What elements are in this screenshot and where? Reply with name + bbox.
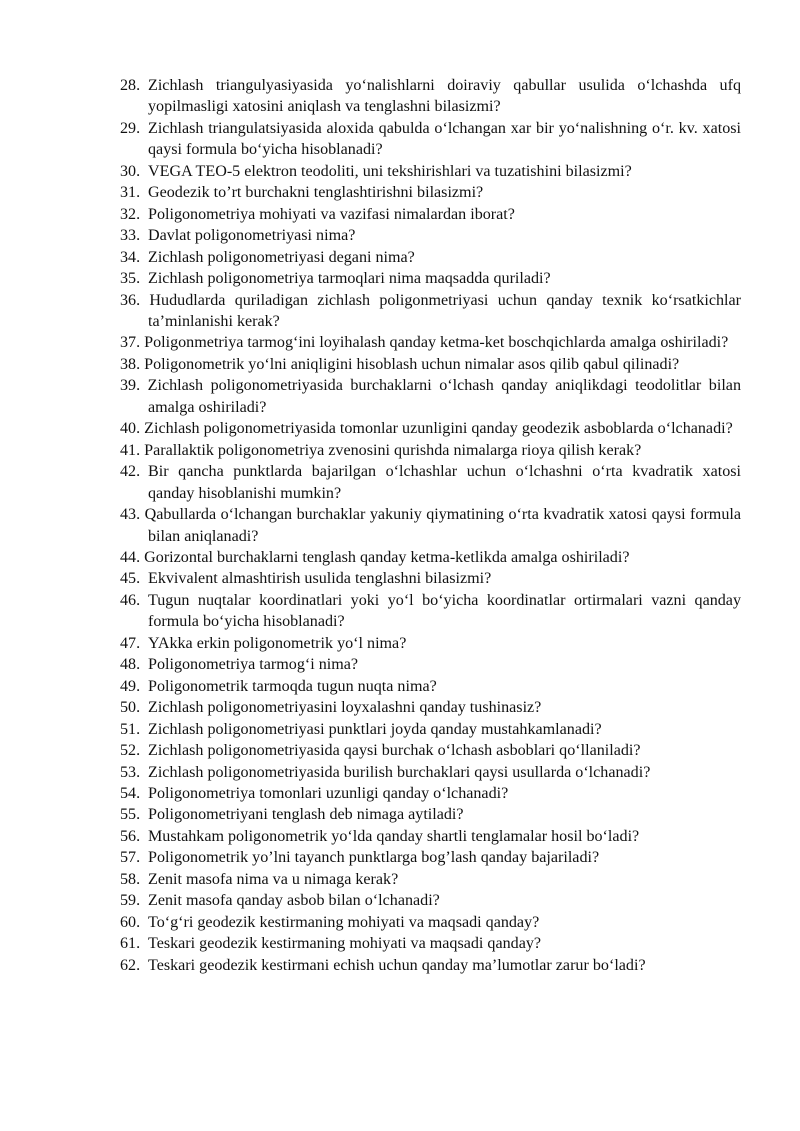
- question-item: [120, 740, 741, 761]
- question-text: Teskari geodezik kestirmani echish uchun qanday ma’lumotlar zarur bo‘ladi?: [148, 956, 646, 974]
- question-item: [120, 633, 741, 654]
- question-item: [120, 247, 741, 268]
- question-text: Poligonometrik tarmoqda tugun nuqta nima?: [148, 677, 437, 695]
- question-number: 55.: [120, 806, 141, 824]
- question-text: Qabullarda o‘lchangan burchaklar yakuniy qiymatining o‘rta kvadratik xatosi qaysi formula bilan aniqlanadi?: [140, 506, 741, 545]
- question-text: Zichlash poligonometriyasida tomonlar uzunligini qanday geodezik asboblarda o‘lchanadi?: [140, 420, 733, 438]
- question-item: [120, 933, 741, 954]
- question-number: 62.: [120, 956, 141, 974]
- question-item: [120, 804, 741, 825]
- question-item: [120, 290, 741, 333]
- question-item: [120, 354, 741, 375]
- question-text: Poligonometriya tomonlari uzunligi qanday o‘lchanadi?: [148, 784, 509, 802]
- question-item: [120, 118, 741, 161]
- question-item: [120, 762, 741, 783]
- question-number: 51.: [120, 720, 141, 738]
- question-number: 30.: [120, 162, 141, 180]
- question-number: 34.: [120, 248, 141, 266]
- question-item: [120, 912, 741, 933]
- question-item: [120, 504, 741, 547]
- question-number: 29.: [120, 119, 141, 137]
- question-item: [120, 225, 741, 246]
- question-text: Hududlarda quriladigan zichlash poligonmetriyasi uchun qanday texnik ko‘rsatkichlar ta’minlanishi kerak?: [140, 291, 741, 330]
- question-number: 41.: [120, 441, 141, 459]
- question-text: Teskari geodezik kestirmaning mohiyati va maqsadi qanday?: [148, 935, 542, 953]
- question-item: [120, 890, 741, 911]
- question-number: 60.: [120, 913, 141, 931]
- question-item: [120, 568, 741, 589]
- question-text: Mustahkam poligonometrik yo‘lda qanday shartli tenglamalar hosil bo‘ladi?: [148, 827, 640, 845]
- question-text: Poligonometrik yo’lni tayanch punktlarga bog’lash qanday bajariladi?: [148, 849, 600, 867]
- question-number: 33.: [120, 227, 141, 245]
- question-text: Zichlash triangulatsiyasida aloxida qabulda o‘lchangan xar bir yo‘nalishning o‘r. kv. xatosi qaysi formula bo‘yicha hisoblanadi?: [148, 119, 741, 159]
- question-list: [120, 75, 741, 976]
- question-number: 44.: [120, 548, 141, 566]
- question-text: Parallaktik poligonometriya zvenosini qurishda nimalarga rioya qilish kerak?: [140, 441, 642, 459]
- question-text: Zichlash poligonometriyasi punktlari joyda qanday mustahkamlanadi?: [148, 720, 602, 738]
- question-number: 49.: [120, 677, 141, 695]
- question-text: Poligonometriya tarmog‘i nima?: [148, 656, 359, 674]
- question-text: Poligonometriyani tenglash deb nimaga aytiladi?: [148, 806, 464, 824]
- question-item: [120, 955, 741, 976]
- question-item: [120, 697, 741, 718]
- question-item: [120, 268, 741, 289]
- question-number: 31.: [120, 184, 141, 202]
- question-number: 61.: [120, 935, 141, 953]
- question-number: 59.: [120, 892, 141, 910]
- question-number: 58.: [120, 870, 141, 888]
- question-item: [120, 547, 741, 568]
- question-text: To‘g‘ri geodezik kestirmaning mohiyati va maqsadi qanday?: [148, 913, 540, 931]
- question-text: VEGA TEO-5 elektron teodoliti, uni tekshirishlari va tuzatishini bilasizmi?: [148, 162, 632, 180]
- question-text: Tugun nuqtalar koordinatlari yoki yo‘l bo‘yicha koordinatlar ortirmalari vazni qanday formula bo‘yicha hisoblanadi?: [148, 591, 741, 631]
- question-item: [120, 826, 741, 847]
- question-number: 54.: [120, 784, 141, 802]
- question-text: Zenit masofa nima va u nimaga kerak?: [148, 870, 399, 888]
- question-item: [120, 332, 741, 353]
- question-item: [120, 418, 741, 439]
- question-number: 35.: [120, 270, 141, 288]
- question-item: [120, 847, 741, 868]
- question-text: Bir qancha punktlarda bajarilgan o‘lchashlar uchun o‘lchashni o‘rta kvadratik xatosi qanday hisoblanishi mumkin?: [148, 463, 741, 502]
- question-text: Davlat poligonometriyasi nima?: [148, 227, 356, 245]
- question-text: Ekvivalent almashtirish usulida tenglashni bilasizmi?: [148, 570, 492, 588]
- question-text: Gorizontal burchaklarni tenglash qanday ketma-ketlikda amalga oshiriladi?: [140, 548, 630, 566]
- question-number: 57.: [120, 849, 141, 867]
- question-text: Zichlash poligonometriyasini loyxalashni qanday tushinasiz?: [148, 699, 542, 717]
- question-item: [120, 869, 741, 890]
- question-item: [120, 182, 741, 203]
- question-item: [120, 161, 741, 182]
- question-item: [120, 75, 741, 118]
- question-item: [120, 375, 741, 418]
- question-number: 37.: [120, 334, 141, 352]
- question-item: [120, 654, 741, 675]
- question-text: Geodezik to’rt burchakni tenglashtirishni bilasizmi?: [148, 184, 484, 202]
- question-number: 36.: [120, 291, 141, 309]
- question-number: 48.: [120, 656, 141, 674]
- question-text: Poligonometrik yo‘lni aniqligini hisoblash uchun nimalar asos qilib qabul qilinadi?: [140, 355, 680, 373]
- question-number: 56.: [120, 827, 141, 845]
- question-number: 47.: [120, 634, 141, 652]
- question-text: Zichlash triangulyasiyasida yo‘nalishlarni doiraviy qabullar usulida o‘lchashda ufq yopilmasligi xatosini aniqlash va tenglashni bilasizmi?: [148, 77, 741, 116]
- question-text: Poligonmetriya tarmog‘ini loyihalash qanday ketma-ket boschqichlarda amalga oshiriladi?: [140, 334, 729, 352]
- question-number: 40.: [120, 420, 141, 438]
- question-text: Zichlash poligonometriyasida qaysi burchak o‘lchash asboblari qo‘llaniladi?: [148, 742, 641, 760]
- question-number: 50.: [120, 699, 141, 717]
- question-number: 42.: [120, 463, 141, 481]
- question-item: [120, 783, 741, 804]
- question-text: Zichlash poligonometriya tarmoqlari nima maqsadda quriladi?: [148, 270, 551, 288]
- question-number: 46.: [120, 591, 141, 609]
- question-item: [120, 461, 741, 504]
- question-number: 32.: [120, 205, 141, 223]
- question-number: 43.: [120, 506, 141, 524]
- question-item: [120, 719, 741, 740]
- question-item: [120, 204, 741, 225]
- question-text: Zichlash poligonometriyasida burilish burchaklari qaysi usullarda o‘lchanadi?: [148, 763, 651, 781]
- question-item: [120, 440, 741, 461]
- question-number: 52.: [120, 742, 141, 760]
- question-number: 28.: [120, 77, 141, 94]
- question-text: Zenit masofa qanday asbob bilan o‘lchanadi?: [148, 892, 440, 910]
- question-text: Zichlash poligonometriyasida burchaklarni o‘lchash qanday aniqlikdagi teodolitlar bilan amalga oshiriladi?: [140, 377, 741, 416]
- question-number: 38.: [120, 355, 141, 373]
- question-number: 45.: [120, 570, 141, 588]
- question-item: [120, 590, 741, 633]
- question-number: 39.: [120, 377, 141, 395]
- question-number: 53.: [120, 763, 141, 781]
- question-text: Poligonometriya mohiyati va vazifasi nimalardan iborat?: [148, 205, 515, 223]
- question-item: [120, 676, 741, 697]
- question-text: Zichlash poligonometriyasi degani nima?: [148, 248, 415, 266]
- question-text: YAkka erkin poligonometrik yo‘l nima?: [148, 634, 407, 652]
